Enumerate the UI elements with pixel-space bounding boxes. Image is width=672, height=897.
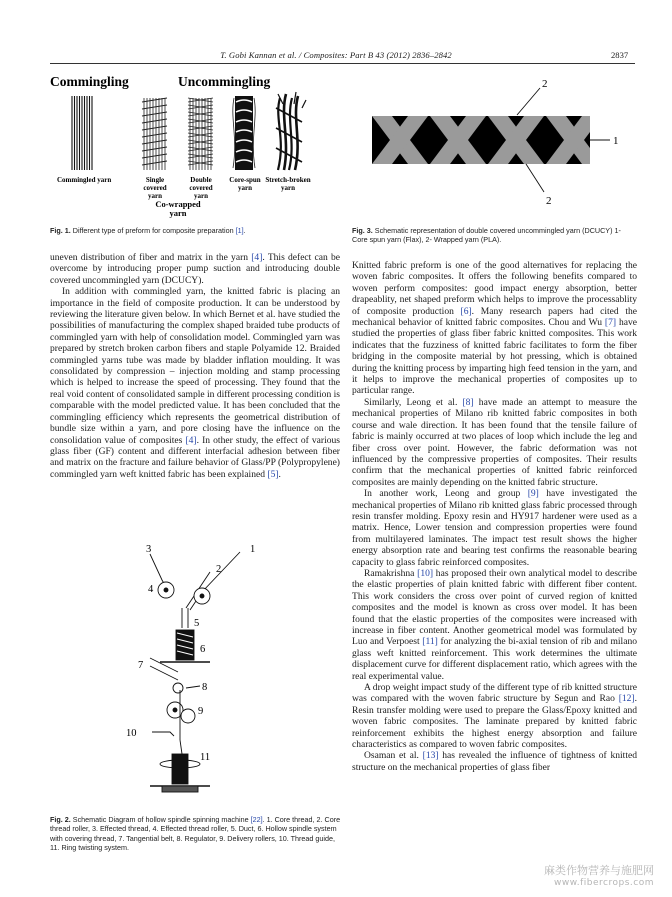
stretch-broken-yarn-drawing bbox=[276, 92, 306, 170]
citation-link[interactable]: [8] bbox=[462, 396, 474, 408]
citation-link[interactable]: [11] bbox=[422, 636, 438, 648]
fig1-label-core-2: yarn bbox=[238, 184, 252, 192]
right-para-3 bbox=[352, 488, 637, 568]
fig3-caption bbox=[352, 226, 637, 245]
fig1-label-double-2: covered bbox=[189, 184, 213, 192]
fig3-label-1: 1 bbox=[613, 135, 619, 147]
text-run: has revealed the influence of tightness of knitted structure on the mechanical properties of glass fiber bbox=[352, 750, 637, 773]
fig2-num-2: 2 bbox=[216, 564, 222, 575]
header-rule bbox=[50, 63, 635, 64]
fig2-caption-post: . 1. Core thread, 2. Core thread roller, 3. Effected thread, 4. Effected thread roller, 5. Duct, 6. Hollow spindle system with covering thread, 7. Tangential belt, 8. Regulator, 9. Delivery rollers, 10. Thread guide, 11. Ring twisting system. bbox=[50, 815, 341, 852]
citation-link[interactable]: [7] bbox=[604, 317, 617, 329]
fig1-label-stretch-1: Stretch-broken bbox=[265, 176, 311, 184]
fig1-caption-end: . bbox=[243, 226, 246, 235]
text-run: for analyzing the bi-axial tension of rib and milano glass weft knitted reinforcement. This work determines the ultimate displacement curve for different displacement ratio, which agrees with the real experimental value. bbox=[352, 636, 637, 682]
fig2-num-5: 5 bbox=[194, 618, 200, 629]
fig3-caption-text: Schematic representation of double covered uncommingled yarn (DCUCY) 1- Core spun yarn (Flax), 2- Wrapped yarn (PLA). bbox=[352, 226, 621, 245]
fig2-num-10: 10 bbox=[126, 728, 137, 739]
fig1-label-cowrapped-2: yarn bbox=[169, 208, 187, 218]
fig2-num-4: 4 bbox=[148, 584, 154, 595]
text-run: have investigated the mechanical properties of Milano rib knitted glass fabric processed through resin transfer molding. Epoxy resin and HY917 hardener were used as a matrix. Hence, Lower tension and compression properties were found from multilayered laminates. The impact test result shows the higher energy absorption rate and bearing test confirms the reasonable bearing capacity to glass fabric reinforced composites. bbox=[352, 488, 637, 568]
citation-link[interactable]: [4] bbox=[185, 434, 197, 446]
text-run: . Resin transfer molding were used to prepare the Glass/Epoxy knitted and woven fabric composites. The laminate prepared by knitted fabric reinforcement exhibits the highest energy absorption and failure characteristics as compared to woven fabric composites. bbox=[352, 693, 637, 751]
fig1-label-single-3: yarn bbox=[148, 192, 162, 200]
page-number: 2837 bbox=[611, 50, 629, 60]
right-para-1 bbox=[352, 260, 637, 397]
fig2-caption-pre: Schematic Diagram of hollow spindle spinning machine bbox=[72, 815, 249, 824]
fig3-caption-label: Fig. 3. bbox=[352, 226, 373, 235]
citation-link[interactable]: [9] bbox=[527, 488, 539, 500]
fig1-caption bbox=[50, 226, 342, 235]
text-run: In addition with commingled yarn, the knitted fabric is placing an importance in the field of composite production. It can be understood by reviewing the literature given below. In which Bernet et al. have studied the possibilities of manufacturing the complex shaped braided tube products of commingled yarn with help of consolidation model. Commingled yarn was prepared by stretch broken carbon fibers and staple Polyamide 12. Braided commingled yarns tube was made by bladder inflation moulding. It was consolidated by compression – injection molding and stamp processing which is helped to increase the speed of processing. They found that the real void content of consolidated sample in different processing condition is comparable with the model predicted value. It has been concluded that the commingling efficiency which represents the geometrical distribution of bundle size within a yarn, and pore closing have the influence on the consolidation value of composites bbox=[50, 286, 340, 446]
fig1-heading-commingling: Commingling bbox=[50, 74, 129, 89]
fig2-caption-label: Fig. 2. bbox=[50, 815, 71, 824]
fig1-label-single-1: Single bbox=[145, 176, 165, 184]
left-column bbox=[50, 252, 340, 480]
fig2-num-9: 9 bbox=[198, 706, 204, 717]
fig2-num-7: 7 bbox=[138, 660, 144, 671]
fig1-caption-text: Different type of preform for composite preparation bbox=[72, 226, 234, 235]
fig1-caption-ref[interactable]: [1] bbox=[235, 226, 244, 235]
fig2-num-6: 6 bbox=[200, 644, 206, 655]
text-run: have studied the properties of glass fiber fabric knitted composites. This work indicates that the fuzziness of knitted fabric facilitates to form the fiber bridging in the composite material by hot pressing, which is obtained during the knitting process by imparting high feed tension in the yarn, and it helps to improve the mechanical properties of composites up to particular range. bbox=[352, 317, 637, 397]
fig1-caption-label: Fig. 1. bbox=[50, 226, 71, 235]
fig1-label-stretch-2: yarn bbox=[281, 184, 295, 192]
fig1-preform-types bbox=[50, 68, 342, 220]
text-run: Osaman et al. bbox=[364, 750, 423, 762]
fig2-num-8: 8 bbox=[202, 682, 208, 693]
double-covered-yarn-drawing bbox=[188, 98, 213, 170]
text-run: A drop weight impact study of the different type of rib knitted structure was compared with the woven fabric structure by Segun and Rao bbox=[352, 682, 637, 705]
right-para-5 bbox=[352, 682, 637, 750]
fig2-num-1: 1 bbox=[250, 544, 256, 555]
citation-link[interactable]: [12] bbox=[618, 693, 635, 705]
text-run: . In other study, the effect of various glass fiber (GF) content and different interfacial adhesion between fiber and matrix on the fracture and failure behavior of Glass/PP (Polypropylene) commingled yarn weft knitted fabric has been explained bbox=[50, 434, 341, 480]
core-spun-yarn-drawing bbox=[233, 96, 255, 170]
fig1-label-single-2: covered bbox=[143, 184, 167, 192]
right-para-2 bbox=[352, 397, 637, 488]
text-run: . bbox=[278, 468, 281, 480]
text-run: . Many research papers had cited the mechanical behavior of knitted fabric composites. Chou and Wu bbox=[352, 305, 637, 329]
citation-link[interactable]: [10] bbox=[417, 567, 434, 579]
fig1-label-double-1: Double bbox=[190, 176, 212, 184]
left-para-1 bbox=[50, 252, 340, 286]
text-run: uneven distribution of fiber and matrix in the yarn bbox=[50, 252, 252, 263]
watermark-chinese: 麻类作物营养与施肥网 bbox=[544, 864, 654, 877]
text-run: . This defect can be overcome by introducing proper pump suction and introducing double covered uncommingled yarn (DCUCY). bbox=[50, 252, 341, 286]
fig2-num-3: 3 bbox=[146, 544, 152, 555]
text-run: Similarly, Leong et al. bbox=[364, 396, 463, 408]
fig3-dcucy-schematic bbox=[352, 70, 637, 220]
fig2-caption bbox=[50, 815, 342, 852]
citation-link[interactable]: [6] bbox=[460, 305, 472, 317]
single-covered-yarn-drawing bbox=[142, 98, 167, 170]
fig1-label-commingled: Commingled yarn bbox=[57, 176, 112, 184]
citation-link[interactable]: [5] bbox=[267, 468, 279, 480]
running-header: T. Gobi Kannan et al. / Composites: Part B 43 (2012) 2836–2842 bbox=[220, 50, 452, 60]
text-run: Ramakrishna bbox=[364, 567, 418, 579]
left-para-2 bbox=[50, 286, 340, 480]
right-column bbox=[352, 260, 637, 773]
watermark-url: www.fibercrops.com bbox=[554, 878, 654, 888]
text-run: have made an attempt to measure the mechanical properties of Milano rib knitted fabric composites in both course and wale direction. It has been found that the tensile failure of fabric is mainly occurred at two places of loop which include the leg and fiber cross over point. However, the fabric deformation was not influenced by the compressive properties of composites. Their results confirm that the mechanical properties of knitted fabric reinforced composites are mainly depending on the knitted fabric structure. bbox=[352, 396, 637, 488]
text-run: Knitted fabric preform is one of the good alternatives for replacing the woven fabric composites. It offers the following benefits compared to woven perform composites: good impact energy absorption, better drapeablity, net shaped preform which helps to improve the processablity of composite production bbox=[352, 260, 637, 317]
fig3-label-2-bottom: 2 bbox=[546, 195, 552, 207]
fig2-hollow-spindle-machine bbox=[90, 540, 280, 805]
fig1-label-double-3: yarn bbox=[194, 192, 208, 200]
text-run: has proposed their own analytical model to describe the elastic properties of plain knitted fabric with different fiber content. This work considers the cross over point of curved region of knitted composites and the model is known as cross over model. It has been found that the elastic properties of the composites were increased with increase in fiber content. Another geometrical model was formulated by Luo and Verpoest bbox=[352, 567, 637, 648]
text-run: In another work, Leong and group bbox=[364, 488, 528, 500]
right-para-4 bbox=[352, 568, 637, 682]
fig3-label-2-top: 2 bbox=[542, 78, 548, 90]
fig1-label-cowrapped-1: Co-wrapped bbox=[155, 199, 201, 209]
citation-link[interactable]: [13] bbox=[422, 750, 439, 762]
fig1-label-core-1: Core-spun bbox=[229, 176, 261, 184]
commingled-yarn-drawing bbox=[72, 96, 92, 170]
citation-link[interactable]: [4] bbox=[251, 252, 263, 263]
right-para-6 bbox=[352, 750, 637, 773]
fig2-caption-ref[interactable]: [22] bbox=[250, 815, 263, 824]
fig2-num-11: 11 bbox=[200, 752, 211, 763]
fig1-heading-uncommingling: Uncommingling bbox=[178, 74, 271, 89]
